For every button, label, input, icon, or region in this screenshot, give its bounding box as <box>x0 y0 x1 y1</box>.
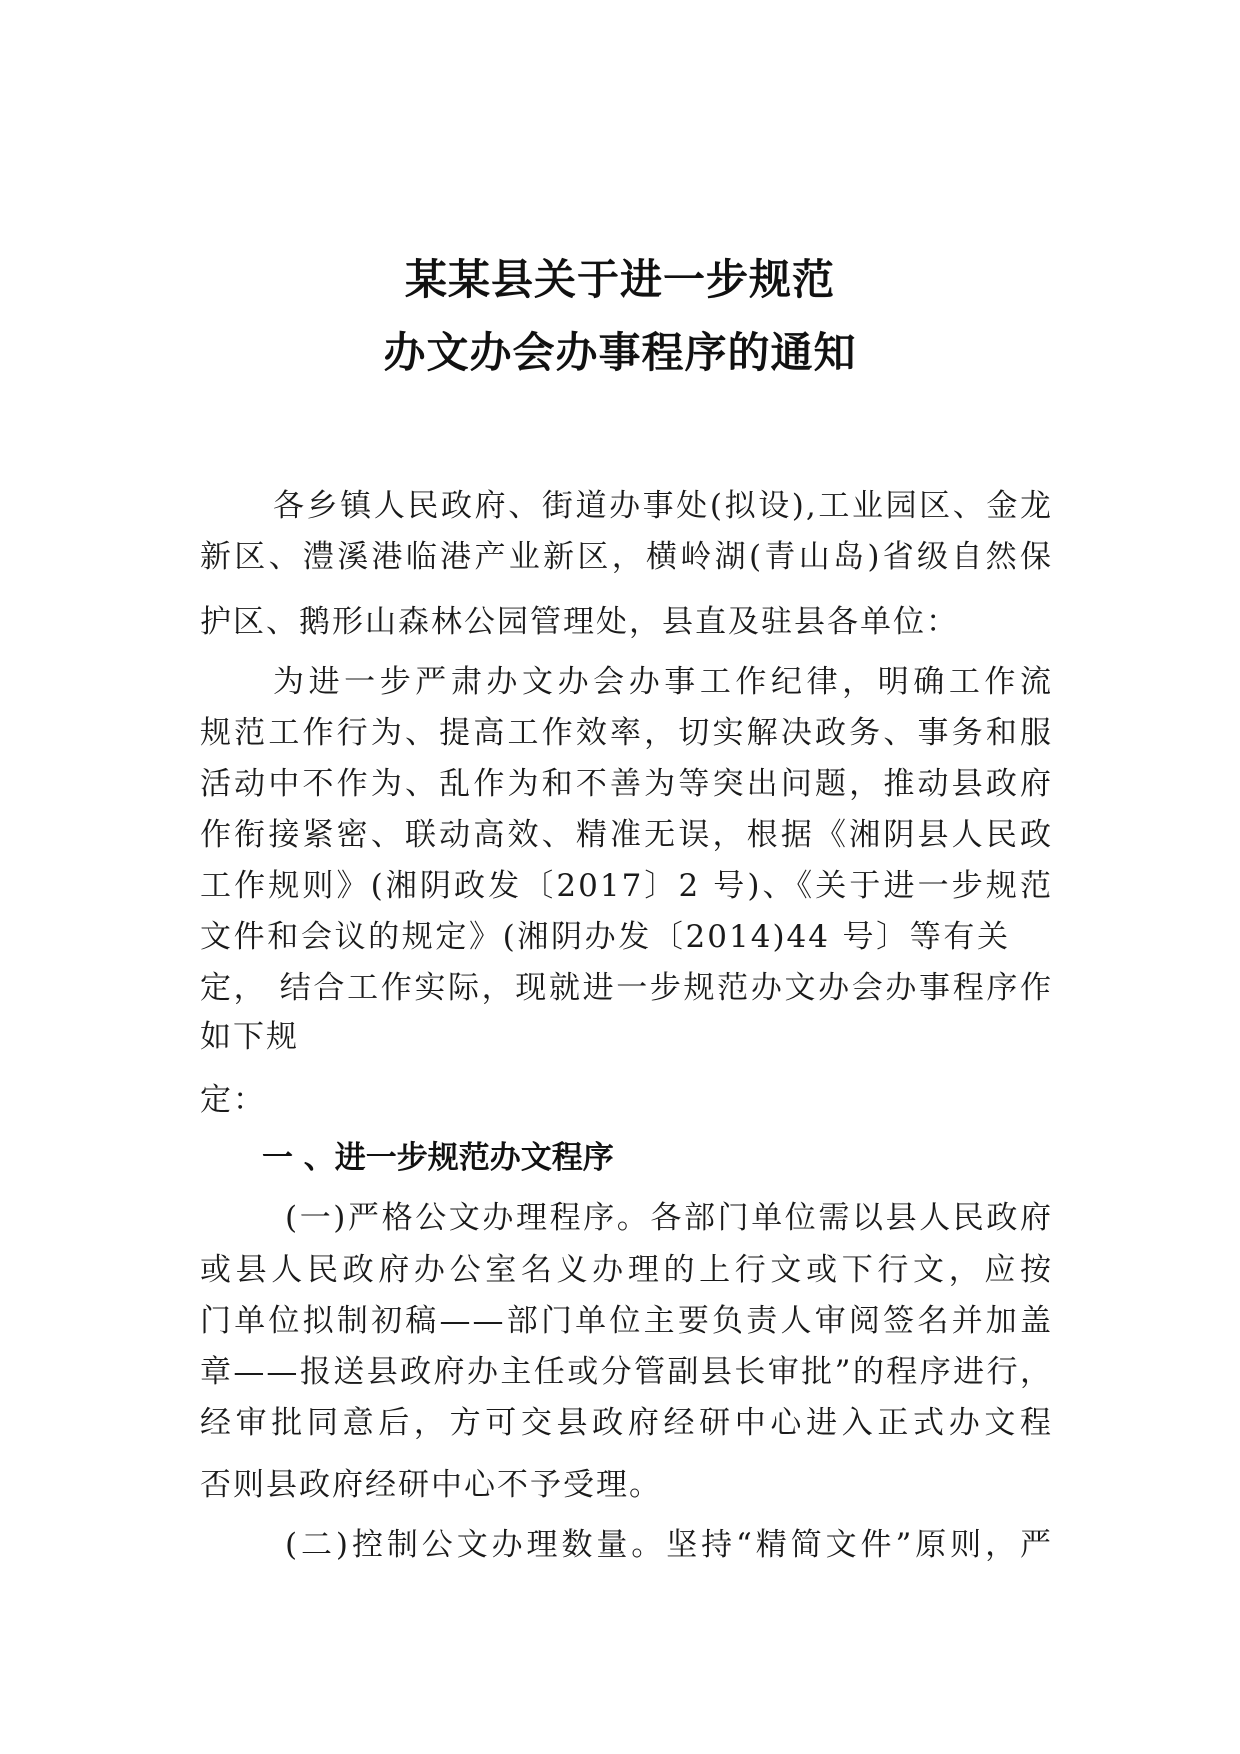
intro-line-4: 作衔接紧密、联动高效、精准无误，根据《湘阴县人民政 <box>200 817 1053 853</box>
section-line-4: 章——报送县政府办主任或分管副县长审批”的程序进行， <box>200 1354 1053 1390</box>
section-line-7: (二)控制公文办理数量。坚持“精简文件”原则，严 <box>285 1527 1053 1563</box>
section-heading: 一 、进一步规范办文程序 <box>262 1140 614 1176</box>
intro-line-5: 工作规则》(湘阴政发〔2017〕2 号)、《关于进一步规范 <box>200 868 1053 904</box>
intro-line-6: 文件和会议的规定》(湘阴办发〔2014)44 号〕等有关 <box>200 919 1010 955</box>
addressee-line-1: 各乡镇人民政府、街道办事处(拟设),工业园区、金龙 <box>273 488 1053 524</box>
intro-line-8: 如下规 <box>200 1019 299 1055</box>
title-line-1: 某某县关于进一步规范 <box>404 255 835 304</box>
addressee-line-3: 护区、鹅形山森林公园管理处，县直及驻县各单位： <box>200 604 959 640</box>
intro-line-1: 为进一步严肃办文办会办事工作纪律，明确工作流 <box>273 664 1053 700</box>
section-line-1: (一)严格公文办理程序。各部门单位需以县人民政府 <box>285 1200 1053 1236</box>
section-line-2: 或县人民政府办公室名义办理的上行文或下行文，应按 <box>200 1252 1053 1288</box>
intro-line-7: 定， 结合工作实际，现就进一步规范办文办会办事程序作 <box>200 970 1053 1006</box>
document-title <box>0 243 1240 389</box>
section-line-3: 门单位拟制初稿——部门单位主要负责人审阅签名并加盖 <box>200 1303 1053 1339</box>
intro-line-9: 定： <box>200 1082 266 1118</box>
title-line-2: 办文办会办事程序的通知 <box>383 328 857 377</box>
intro-line-2: 规范工作行为、提高工作效率，切实解决政务、事务和服 <box>200 715 1053 751</box>
section-line-5: 经审批同意后，方可交县政府经研中心进入正式办文程 <box>200 1405 1053 1441</box>
addressee-line-2: 新区、澧溪港临港产业新区，横岭湖(青山岛)省级自然保 <box>200 539 1053 575</box>
section-line-6: 否则县政府经研中心不予受理。 <box>200 1467 662 1503</box>
intro-line-3: 活动中不作为、乱作为和不善为等突出问题，推动县政府 <box>200 766 1053 802</box>
